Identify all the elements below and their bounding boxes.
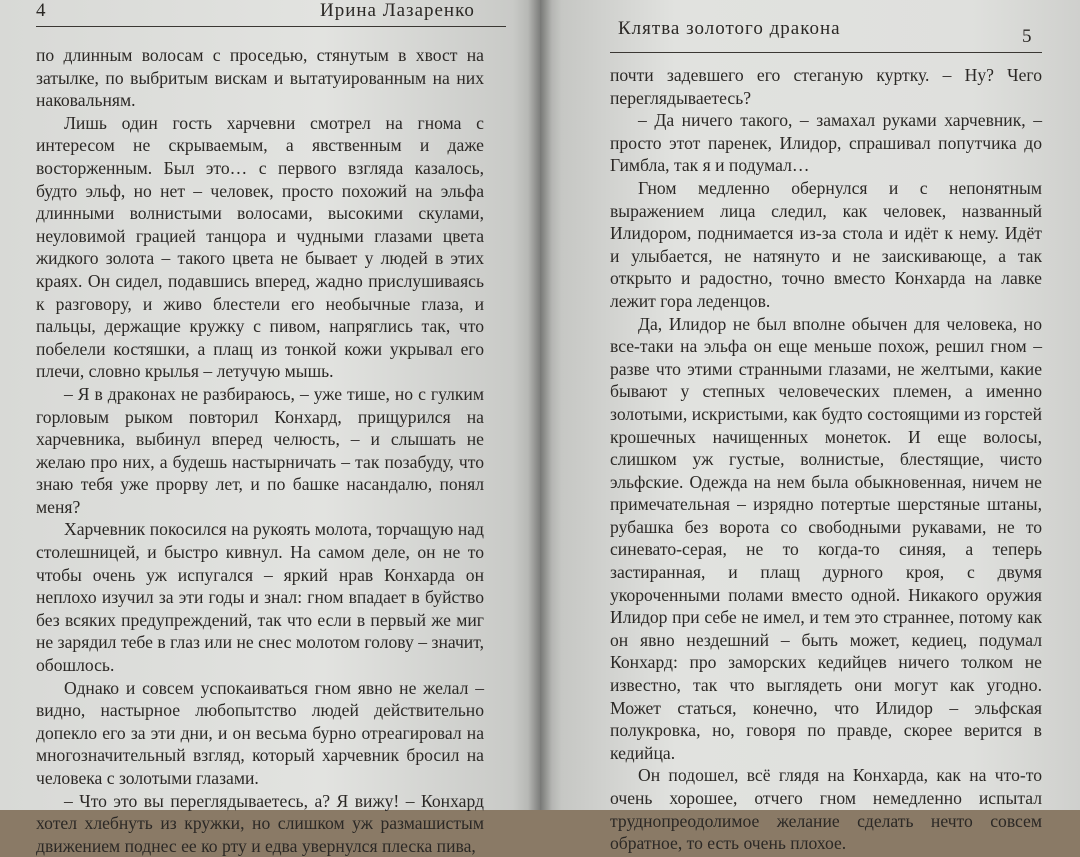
left-page-text bbox=[36, 44, 484, 857]
paragraph: Харчевник покосился на рукоять молота, торчащую над столешницей, и быстро кивнул. На самом деле, он не то чтобы очень уж испугался – яркий нрав Конхарда он неплохо изучил за эти годы и знал: гном впадает в буйство без всяких предупреждений, так что если в первый же миг не зарядил тебе в глаз или не снес молотом голову – значит, обошлось. bbox=[36, 519, 484, 676]
paragraph: Однако и совсем успокаиваться гном явно не желал – видно, настырное любопытство людей действительно допекло его за эти дни, и он весьма бурно отреагировал на многозначительный взгляд, который харчевник бросил на человека с золотыми глазами. bbox=[36, 677, 484, 788]
book-gutter bbox=[528, 0, 552, 810]
paragraph: по длинным волосам с проседью, стянутым в хвост на затылке, по выбритым вискам и вытатуированным на них наковальням. bbox=[36, 45, 484, 111]
right-running-head: Клятва золотого дракона bbox=[618, 18, 841, 39]
right-header-rule bbox=[610, 52, 1042, 53]
left-page bbox=[0, 0, 540, 856]
paragraph: Он подошел, всё глядя на Конхарда, как на что-то очень хорошее, отчего гном немедленно испытал труднопреодолимое желание сделать нечто совсем обратное, то есть очень плохое. bbox=[610, 765, 1042, 854]
paragraph: – Да ничего такого, – замахал руками харчевник, – просто этот паренек, Илидор, спрашивал попутчика до Гимбла, так я и подумал… bbox=[610, 110, 1042, 176]
left-page-number: 4 bbox=[36, 0, 47, 21]
paragraph: Да, Илидор не был вполне обычен для человека, но все-таки на эльфа он еще меньше похож, решил гном – разве что этими странными глазами, не желтыми, какие бывают у степных человеческих племен, а именно золотыми, искристыми, как будто состоящими из горстей крошечных начищенных монеток. И еще волосы, слишком уж густые, волнистые, блестящие, чисто эльфские. Одежда на нем была обыкновенная, ничем не примечательная – изрядно потертые шерстяные штаны, рубашка без ворота со свободными рукавами, не то синевато-серая, не то когда-то синяя, а теперь застиранная, и плащ дурного кроя, с двумя укороченными полами вместо одной. Никакого оружия Илидор при себе не имел, и тем это страннее, потому как он явно нездешний – быть может, кедиец, подумал Конхард: про заморских кедийцев ничего толком не известно, так что выглядеть они могут как угодно. Может статься, конечно, что Илидор – эльфская полукровка, но, говоря по правде, скорее верится в кедийца. bbox=[610, 313, 1042, 763]
left-running-head: Ирина Лазаренко bbox=[320, 0, 475, 21]
right-page-text bbox=[610, 64, 1042, 855]
paragraph: Гном медленно обернулся и с непонятным выражением лица следил, как человек, названный Илидором, поднимается из-за стола и идёт к нему. Идёт и улыбается, не натянуто и не заискивающе, а так открыто и радостно, точно вместо Конхарда на лавке лежит гора леденцов. bbox=[610, 177, 1042, 311]
left-header-rule bbox=[36, 26, 506, 27]
paragraph: почти задевшего его стеганую куртку. – Ну? Чего переглядываетесь? bbox=[610, 65, 1042, 108]
right-page-number: 5 bbox=[1022, 26, 1033, 47]
right-page bbox=[540, 0, 1080, 854]
paragraph: Лишь один гость харчевни смотрел на гнома с интересом не скрываемым, а явственным и даже восторженным. Был это… с первого взгляда казалось, будто эльф, но нет – человек, просто похожий на эльфа длинными волнистыми волосами, высокими скулами, неуловимой грацией танцора и чудными глазами цвета жидкого золота – такого цвета не бывает у людей в этих краях. Он сидел, подавшись вперед, жадно прислушиваясь к разговору, и живо блестели его необычные глаза, и пальцы, держащие кружку с пивом, напряглись так, что побелели костяшки, а плащ из тонкой кожи укрывал его плечи, словно крылья – летучую мышь. bbox=[36, 112, 484, 382]
paragraph: – Что это вы переглядываетесь, а? Я вижу! – Конхард хотел хлебнуть из кружки, но слишком уж размашистым движением поднес ее ко рту и едва увернулся плеска пива, bbox=[36, 790, 484, 856]
paragraph: – Я в драконах не разбираюсь, – уже тише, но с гулким горловым рыком повторил Конхард, прищурился на харчевника, выбинул вперед челюсть, – и слышать не желаю про них, а будешь настырничать – так позабуду, что знаю тебя уже прорву лет, и по башке насандалю, понял меня? bbox=[36, 383, 484, 517]
